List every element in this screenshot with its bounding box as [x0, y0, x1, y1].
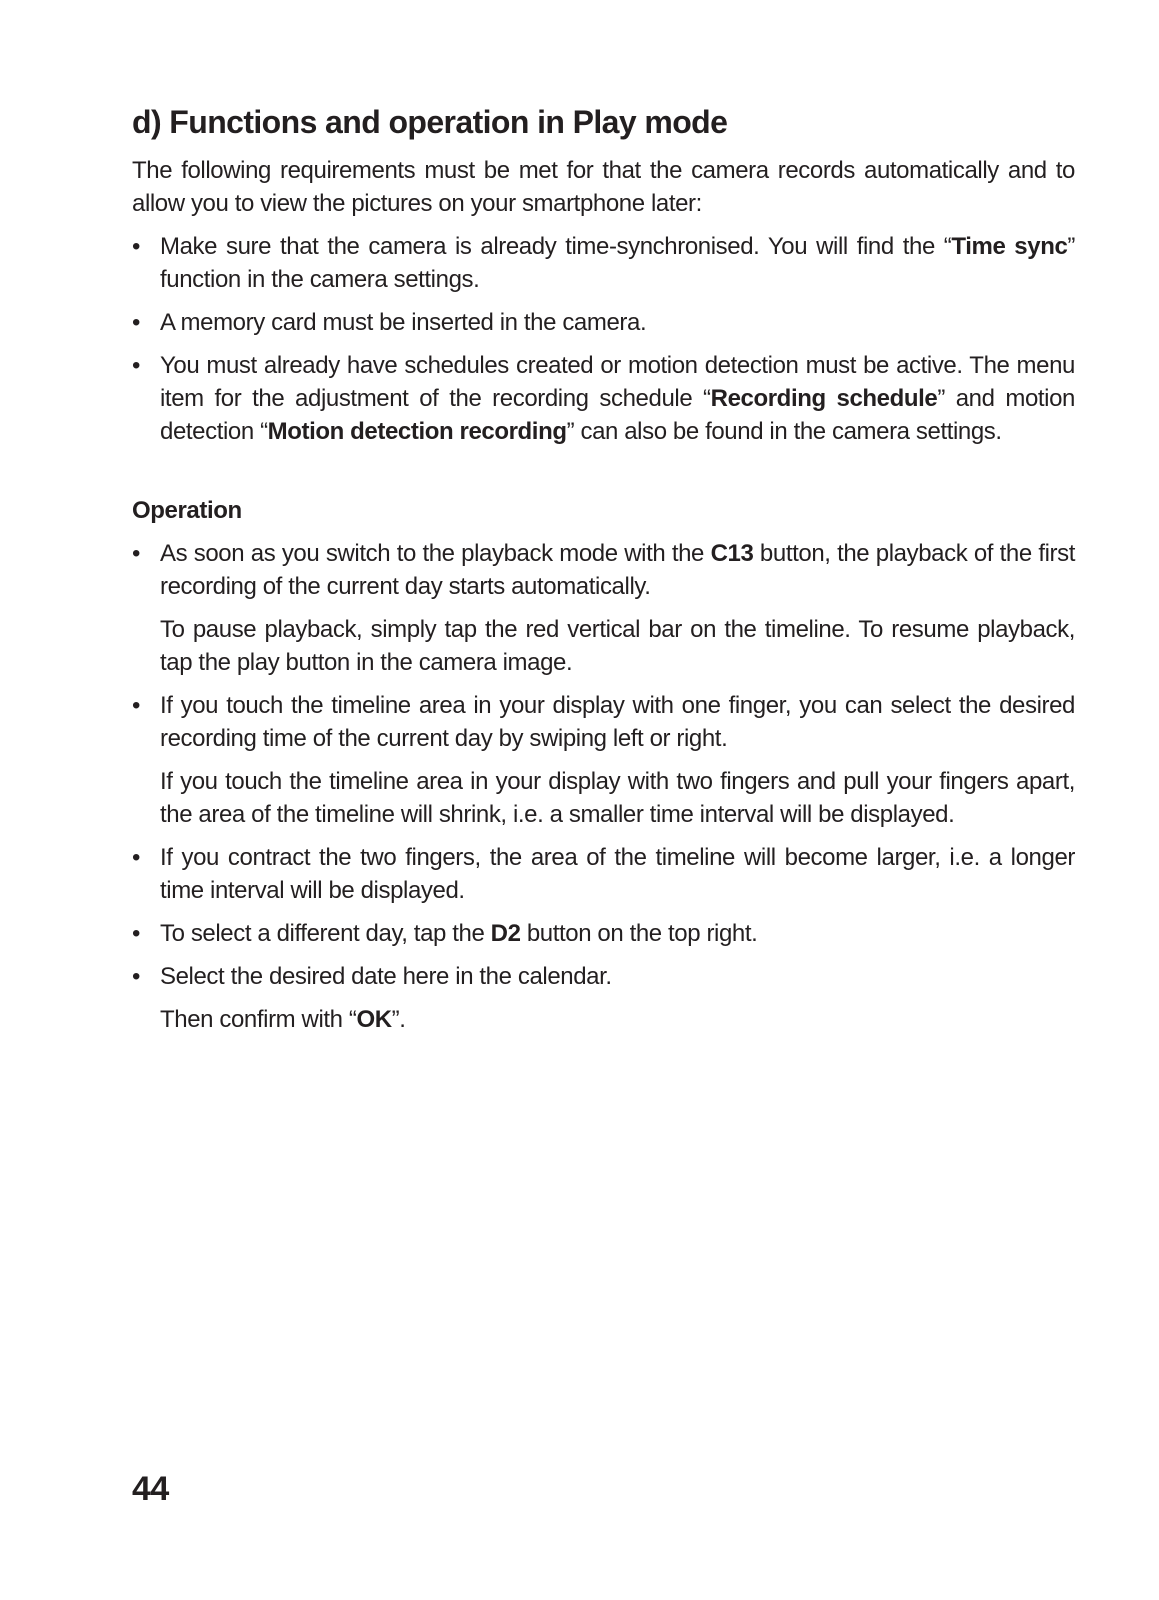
operation-list — [132, 537, 1075, 1036]
list-item-text: As soon as you switch to the playback mode with the C13 button, the playback of the first recording of the current day starts automatically. — [160, 540, 1075, 600]
bullet-icon: • — [132, 692, 141, 719]
list-item — [132, 230, 1075, 296]
section-heading: d) Functions and operation in Play mode — [132, 104, 728, 140]
list-item-followup: To pause playback, simply tap the red vertical bar on the timeline. To resume playback, tap the play button in the camera image. — [160, 616, 1075, 676]
requirements-block — [132, 154, 1075, 448]
bullet-icon: • — [132, 233, 141, 260]
list-item — [132, 917, 1075, 950]
list-item-text: To select a different day, tap the D2 button on the top right. — [160, 920, 758, 947]
bullet-icon: • — [132, 920, 141, 947]
page-number: 44 — [132, 1470, 169, 1508]
list-item — [132, 689, 1075, 831]
operation-heading: Operation — [132, 497, 242, 524]
bullet-icon: • — [132, 963, 141, 990]
list-item — [132, 841, 1075, 907]
list-item-text: Make sure that the camera is already time-synchronised. You will find the “Time sync” function in the camera settings. — [160, 233, 1075, 293]
bullet-icon: • — [132, 352, 141, 379]
list-item-text: If you contract the two fingers, the area of the timeline will become larger, i.e. a longer time interval will be displayed. — [160, 844, 1075, 904]
intro-paragraph: The following requirements must be met for that the camera records automatically and to allow you to view the pictures on your smartphone later: — [132, 157, 1075, 217]
manual-page — [132, 0, 1075, 1600]
operation-block — [132, 537, 1075, 1036]
bullet-icon: • — [132, 844, 141, 871]
list-item — [132, 537, 1075, 679]
list-item-followup: If you touch the timeline area in your display with two fingers and pull your fingers apart, the area of the timeline will shrink, i.e. a smaller time interval will be displayed. — [160, 768, 1075, 828]
list-item — [132, 349, 1075, 448]
bullet-icon: • — [132, 540, 141, 567]
list-item-text: If you touch the timeline area in your display with one finger, you can select the desired recording time of the current day by swiping left or right. — [160, 692, 1075, 752]
list-item-text: Select the desired date here in the calendar. — [160, 963, 612, 990]
list-item-followup: Then confirm with “OK”. — [160, 1006, 406, 1033]
list-item-text: You must already have schedules created or motion detection must be active. The menu item for the adjustment of the recording schedule “Recording schedule” and motion detection “Motion detection recording” can also be found in the camera settings. — [160, 352, 1075, 445]
requirements-list — [132, 230, 1075, 448]
list-item — [132, 960, 1075, 1036]
list-item-text: A memory card must be inserted in the camera. — [160, 309, 647, 336]
list-item — [132, 306, 1075, 339]
bullet-icon: • — [132, 309, 141, 336]
